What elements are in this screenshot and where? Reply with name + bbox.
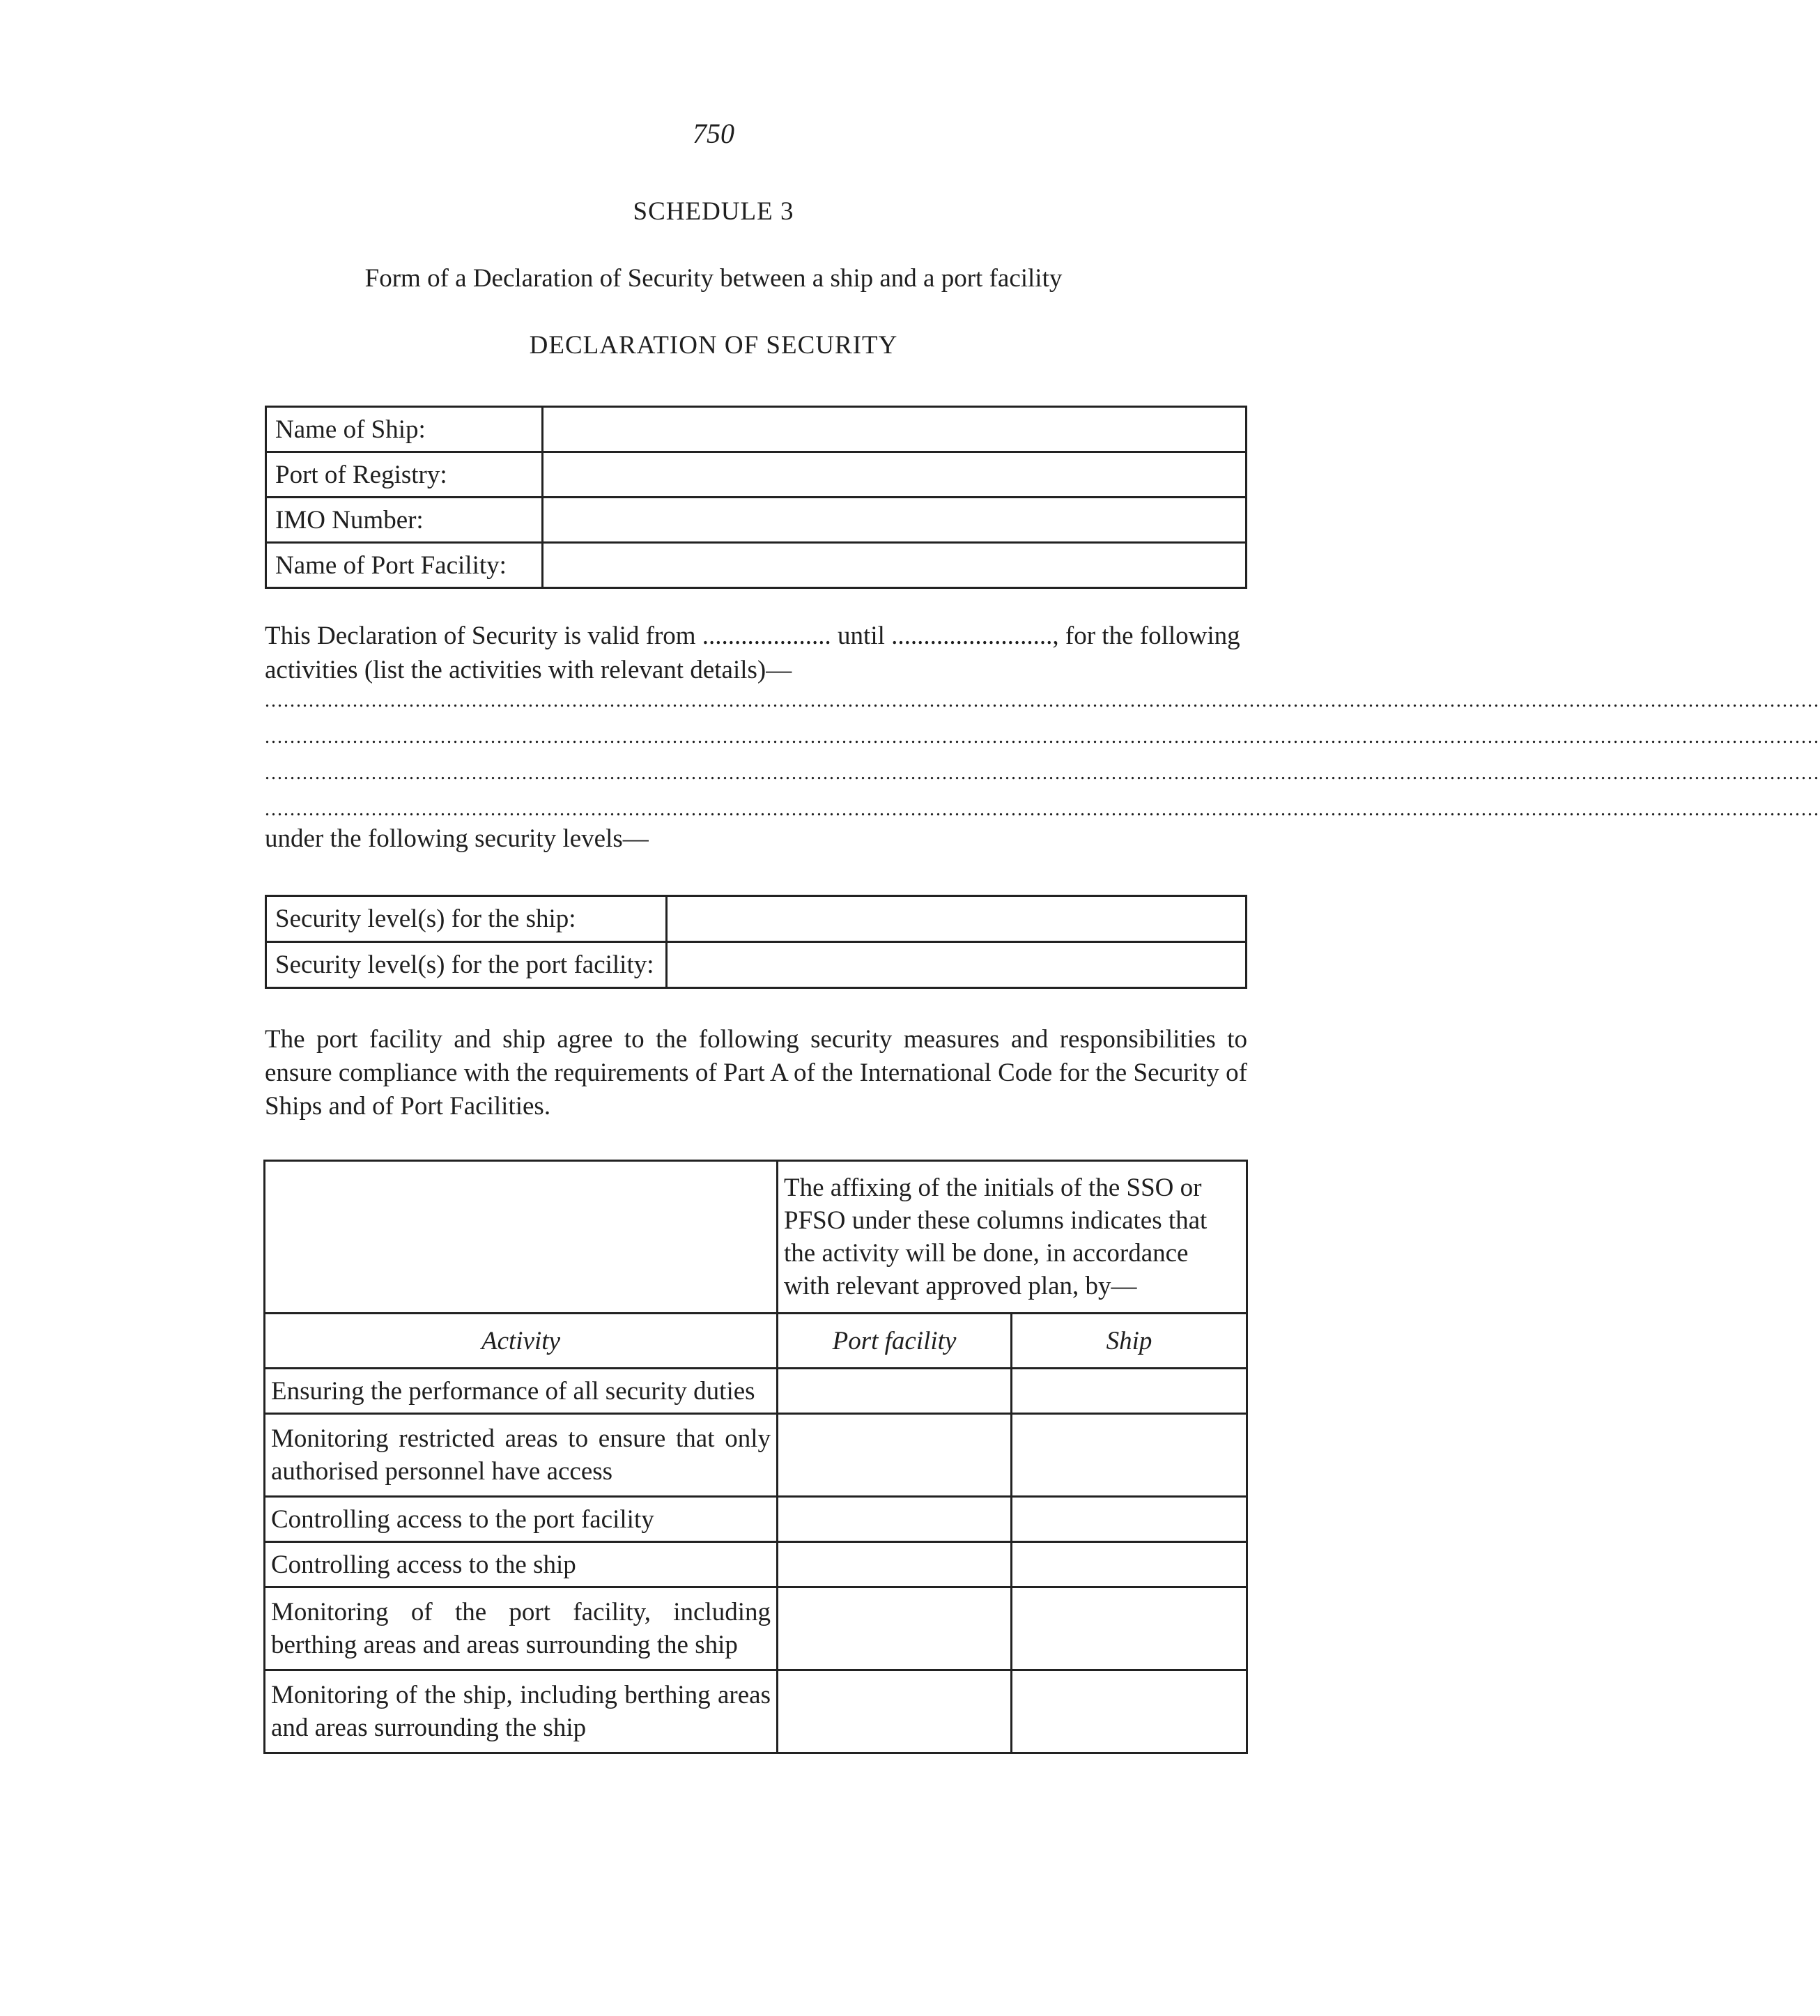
- activity-label: Controlling access to the port facility: [265, 1497, 778, 1542]
- port-facility-initials-cell[interactable]: [778, 1542, 1012, 1587]
- ship-security-level-label: Security level(s) for the ship:: [266, 896, 667, 942]
- column-heading-port-facility: Port facility: [778, 1314, 1012, 1369]
- port-facility-initials-cell[interactable]: [778, 1369, 1012, 1414]
- table-row: [265, 1414, 1247, 1497]
- security-levels-intro: under the following security levels—: [265, 824, 649, 853]
- form-title: Form of a Declaration of Security between a ship and a port facility: [364, 264, 1063, 293]
- activity-table-header: [265, 1161, 1247, 1314]
- activity-label: Monitoring restricted areas to ensure that only authorised personnel have access: [265, 1414, 778, 1497]
- port-facility-initials-cell[interactable]: [778, 1497, 1012, 1542]
- ship-name-field[interactable]: [543, 407, 1247, 452]
- header-blank-cell: [265, 1161, 778, 1314]
- ship-initials-cell[interactable]: [1012, 1497, 1247, 1542]
- port-facility-initials-cell[interactable]: [778, 1670, 1012, 1753]
- activities-dotted-line[interactable]: ........................................................................................................................................................................................................................................................: [265, 762, 1820, 784]
- ship-details-table: [265, 406, 1247, 589]
- imo-number-row: [266, 498, 1247, 543]
- schedule-heading: SCHEDULE 3: [633, 197, 794, 226]
- ship-initials-cell[interactable]: [1012, 1587, 1247, 1670]
- port-facility-security-level-row: [266, 942, 1247, 988]
- page-number: 750: [693, 118, 734, 149]
- agreement-paragraph: The port facility and ship agree to the following security measures and responsibilities to ensure compliance with the requirements of Part A of the International Code for the Security of Ships and of Port Facilities.: [265, 1025, 1247, 1121]
- activity-label: Controlling access to the ship: [265, 1542, 778, 1587]
- imo-number-label: IMO Number:: [266, 498, 543, 543]
- activity-label: Monitoring of the port facility, including berthing areas and areas surrounding the ship: [265, 1587, 778, 1670]
- security-levels-table: [265, 895, 1247, 989]
- column-heading-activity: Activity: [265, 1314, 778, 1369]
- imo-number-field[interactable]: [543, 498, 1247, 543]
- port-facility-name-field[interactable]: [543, 543, 1247, 588]
- ship-name-label: Name of Ship:: [266, 407, 543, 452]
- port-facility-name-label: Name of Port Facility:: [266, 543, 543, 588]
- port-of-registry-row: [266, 452, 1247, 498]
- column-heading-ship: Ship: [1012, 1314, 1247, 1369]
- table-row: [265, 1670, 1247, 1753]
- port-facility-security-level-field[interactable]: [667, 942, 1247, 988]
- ship-name-row: [266, 407, 1247, 452]
- table-row: [265, 1369, 1247, 1414]
- activity-label: Monitoring of the ship, including berthing areas and areas surrounding the ship: [265, 1670, 778, 1753]
- declaration-heading: DECLARATION OF SECURITY: [529, 331, 898, 360]
- activities-dotted-line[interactable]: ........................................................................................................................................................................................................................................................: [265, 690, 1820, 711]
- table-row: [265, 1587, 1247, 1670]
- ship-initials-cell[interactable]: [1012, 1414, 1247, 1497]
- table-row: [265, 1542, 1247, 1587]
- table-row: [265, 1497, 1247, 1542]
- activity-label: Ensuring the performance of all security duties: [265, 1369, 778, 1414]
- activities-dotted-line[interactable]: ........................................................................................................................................................................................................................................................: [265, 726, 1820, 748]
- port-facility-initials-cell[interactable]: [778, 1414, 1012, 1497]
- validity-paragraph: This Declaration of Security is valid from .................... until ........................., for the following activities (list the activities with relevant details)—: [265, 622, 1240, 684]
- port-facility-security-level-label: Security level(s) for the port facility:: [266, 942, 667, 988]
- ship-initials-cell[interactable]: [1012, 1670, 1247, 1753]
- ship-security-level-row: [266, 896, 1247, 942]
- ship-initials-cell[interactable]: [1012, 1542, 1247, 1587]
- ship-initials-cell[interactable]: [1012, 1369, 1247, 1414]
- port-facility-initials-cell[interactable]: [778, 1587, 1012, 1670]
- port-facility-name-row: [266, 543, 1247, 588]
- activities-dotted-line[interactable]: ........................................................................................................................................................................................................................................................: [265, 799, 1820, 820]
- column-headings: [265, 1314, 1247, 1369]
- ship-security-level-field[interactable]: [667, 896, 1247, 942]
- activity-table: [263, 1160, 1248, 1754]
- port-of-registry-field[interactable]: [543, 452, 1247, 498]
- port-of-registry-label: Port of Registry:: [266, 452, 543, 498]
- initials-note: The affixing of the initials of the SSO or PFSO under these columns indicates that the activity will be done, in accordance with relevant approved plan, by—: [778, 1161, 1247, 1314]
